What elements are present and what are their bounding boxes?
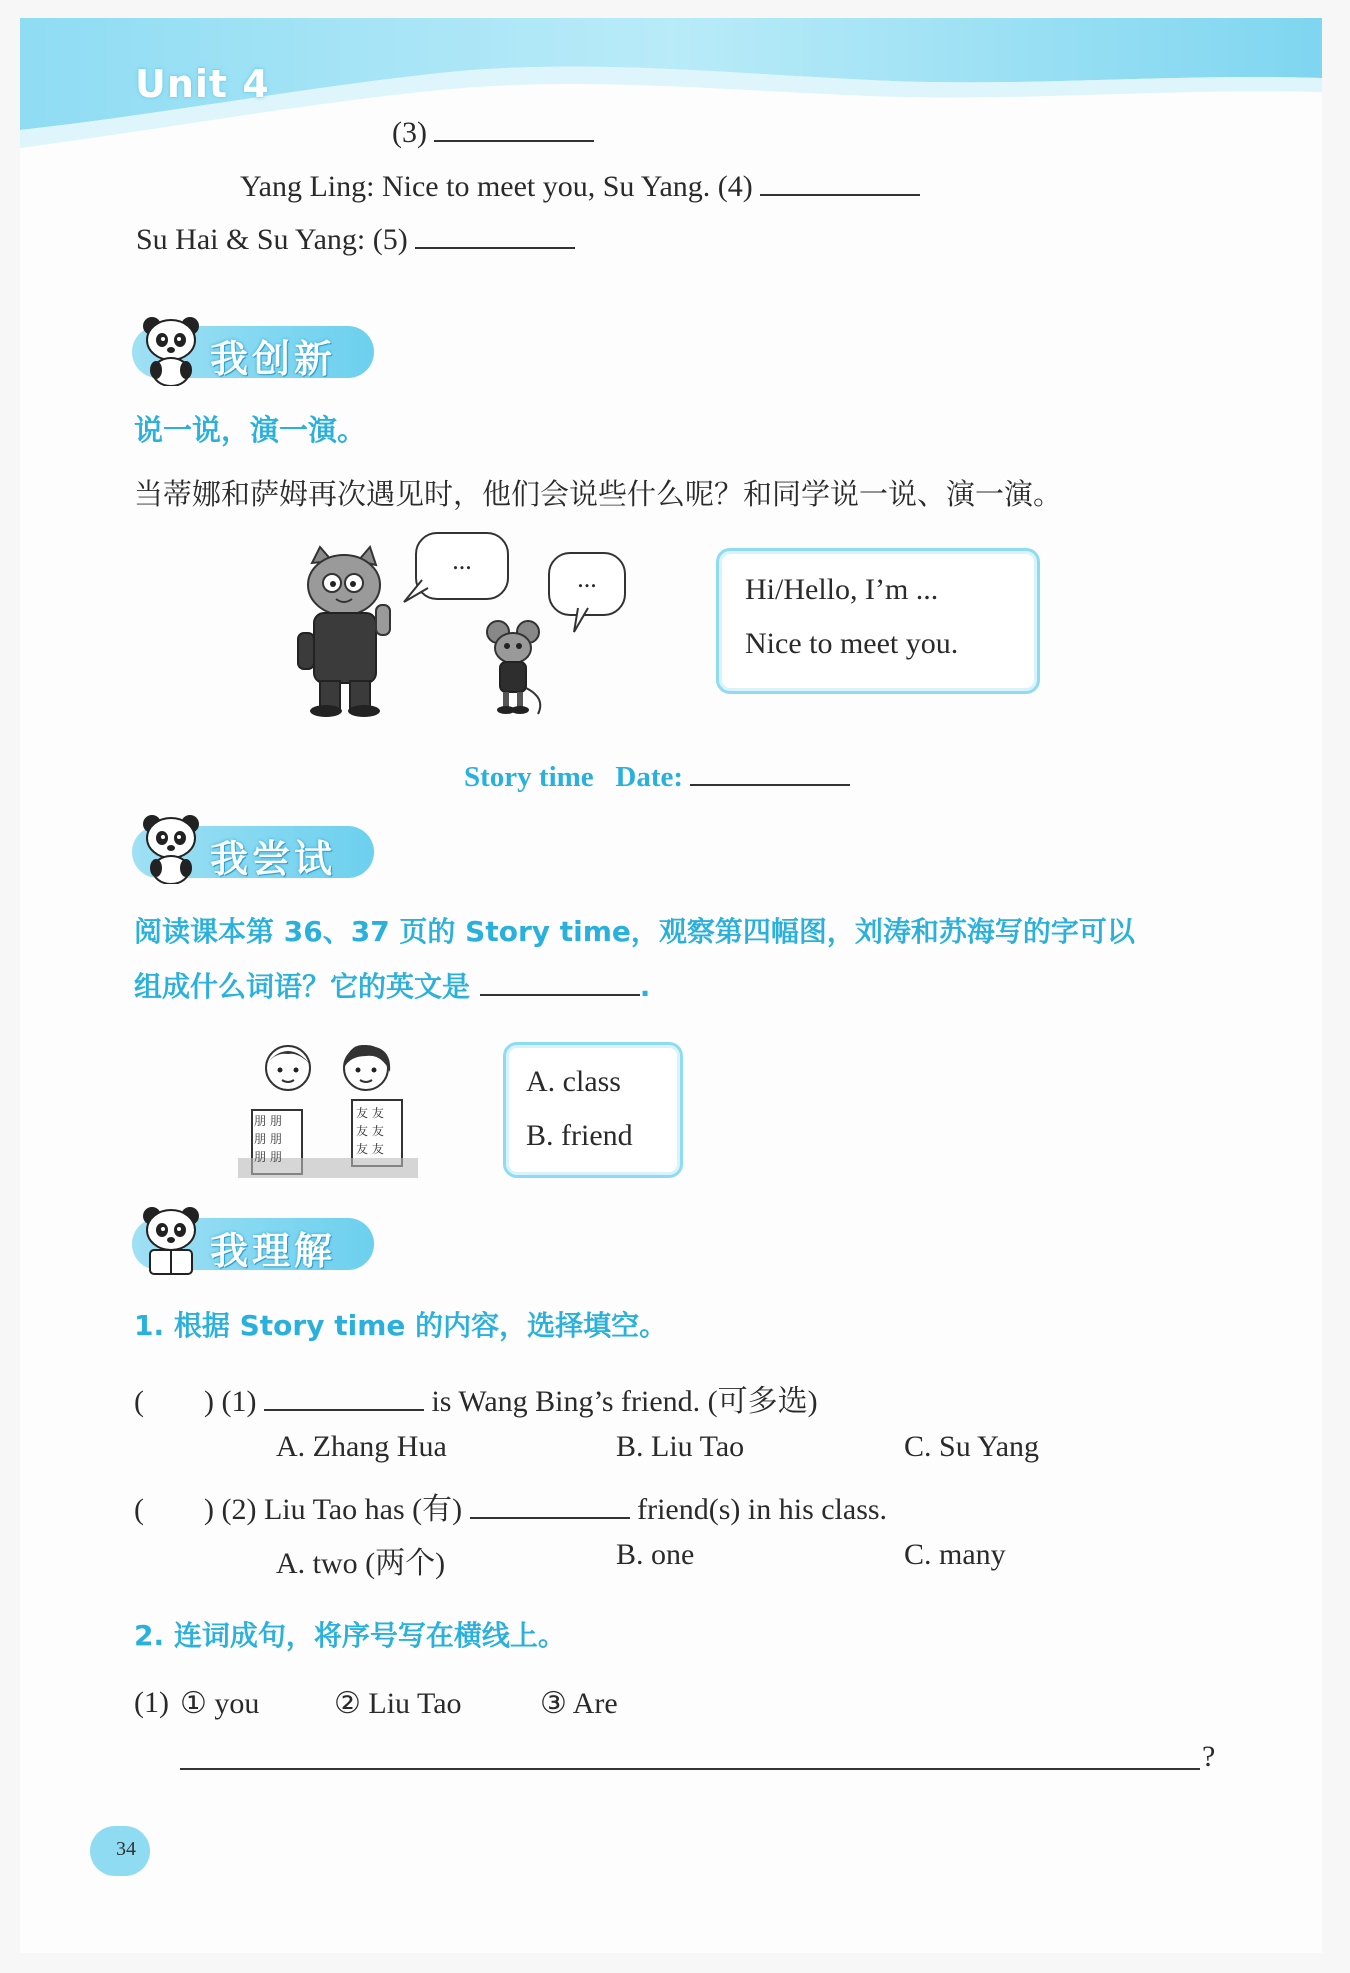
try-question-line-2: 组成什么词语？它的英文是 . — [134, 970, 651, 1003]
word-liu-tao: ② Liu Tao — [334, 1687, 462, 1720]
q1-option-b: B. Liu Tao — [616, 1430, 745, 1463]
q2-option-a: A. two (两个) — [276, 1547, 446, 1580]
task-2-title: 2. 连词成句，将序号写在横线上。 — [134, 1619, 566, 1652]
sign-right-text: 友 友 友 友 友 友 — [356, 1106, 384, 1156]
panda-icon — [138, 808, 204, 884]
phrase-box — [716, 548, 1040, 694]
sign-left-text: 朋 朋 朋 朋 朋 朋 — [254, 1114, 282, 1164]
phrase-line-1: Hi/Hello, I’m ... — [745, 573, 939, 606]
q2-option-c: C. many — [904, 1538, 1006, 1571]
word-you: ① you — [180, 1687, 260, 1720]
bubble-tail-icon — [400, 578, 430, 608]
workbook-page — [20, 18, 1322, 1953]
question-1: ( ) (1) is Wang Bing’s friend. (可多选) — [134, 1385, 818, 1418]
task-1-title: 1. 根据 Story time 的内容，选择填空。 — [134, 1309, 668, 1342]
section-title-create: 我创新 — [210, 337, 337, 381]
q2-option-b: B. one — [616, 1538, 695, 1571]
create-prompt: 当蒂娜和萨姆再次遇见时，他们会说些什么呢？和同学说一说、演一演。 — [134, 477, 1063, 511]
word-are: ③ Are — [540, 1687, 618, 1720]
page-number-badge — [90, 1826, 150, 1876]
unit-label: Unit 4 — [135, 62, 270, 106]
q1-option-a: A. Zhang Hua — [276, 1430, 447, 1463]
panda-icon — [138, 1200, 204, 1276]
create-instruction: 说一说，演一演。 — [134, 413, 367, 447]
page-number: 34 — [116, 1838, 136, 1860]
cat-illustration — [290, 543, 410, 718]
section-title-understand: 我理解 — [210, 1229, 337, 1273]
dialogue-line-5: Su Hai & Su Yang: (5) — [136, 221, 575, 257]
mouse-illustration — [480, 618, 550, 718]
answer-question-mark: ? — [1202, 1740, 1216, 1773]
speech-bubble-cat: ... — [415, 532, 509, 600]
dialogue-line-4: Yang Ling: Nice to meet you, Su Yang. (4) — [240, 168, 920, 204]
panda-icon — [138, 310, 204, 386]
task-2-item-label: (1) — [134, 1686, 169, 1719]
story-time-header: Story time Date: — [464, 758, 850, 794]
options-box — [503, 1042, 683, 1178]
dialogue-line-3: (3) — [392, 114, 594, 150]
bubble-tail-icon — [568, 606, 598, 636]
q1-option-c: C. Su Yang — [904, 1430, 1040, 1463]
answer-line — [180, 1768, 1200, 1770]
option-b: B. friend — [526, 1119, 633, 1152]
speech-bubble-mouse: ... — [548, 552, 626, 616]
try-question-line-1: 阅读课本第 36、37 页的 Story time，观察第四幅图，刘涛和苏海写的字可以 — [134, 915, 1135, 948]
option-a: A. class — [526, 1065, 621, 1098]
section-title-try: 我尝试 — [210, 837, 337, 881]
question-2: ( ) (2) Liu Tao has (有) friend(s) in his class. — [134, 1493, 888, 1526]
phrase-line-2: Nice to meet you. — [745, 627, 959, 660]
